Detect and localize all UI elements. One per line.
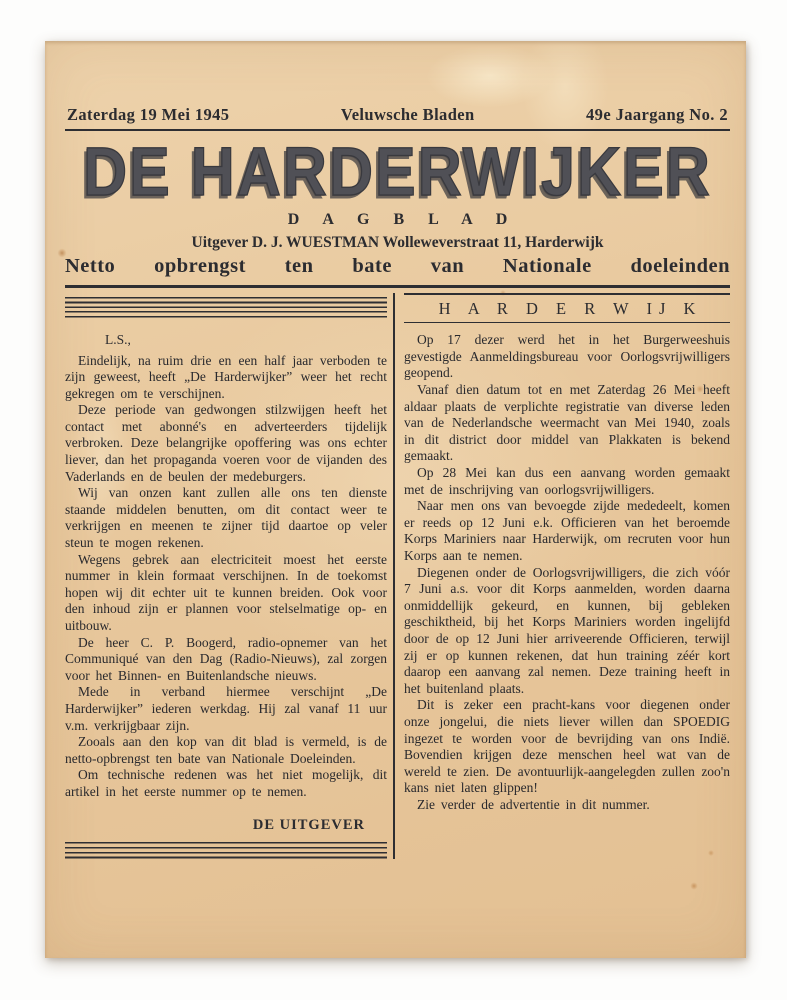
masthead-date: Zaterdag 19 Mei 1945 — [67, 105, 230, 124]
masthead-edition: Veluwsche Bladen — [340, 105, 475, 124]
paragraph: Wij van onzen kant zullen alle ons ten dienste staande middelen benutten, om dit contact weer te verkrijgen en meenen te zijner tijd daartoe op veler steun te mogen rekenen. — [65, 485, 387, 551]
ornamental-rule-bottom — [65, 842, 387, 859]
section-heading: H A R D E R W IJ K — [438, 298, 703, 318]
section-rule-bottom — [404, 322, 730, 324]
paragraph: Op 17 dezer werd het in het Burgerweeshuis gevestigde Aanmeldingsbureau voor Oorlogsvrijwilligers geopend. — [404, 332, 730, 381]
paragraph: Diegenen onder de Oorlogsvrijwilligers, die zich vóór 7 Juni a.s. voor dit Korps aanmelden, worden daarna onmiddellijk gekeurd, en kunnen, bij gebleken geschiktheid, bij het Korps Mariniers worden ingelijfd door de op 12 Juni hier arriveerende Officieren, terwijl zij er op kunnen rekenen, dat hun training zéér kort daarop een aanvang zal nemen. Deze training heeft in het buitenland plaats. — [404, 564, 730, 696]
paragraph: Dit is zeker een pracht-kans voor diegenen onder onze jongelui, die niets liever willen dan SPOEDIG ingezet te worden voor de bevrijding van ons Indië. Bovendien krijgen deze menschen heel wat van de wereld te zien. De avontuurlijk-aangelegden zullen zoo'n kans niet laten glippen! — [404, 697, 730, 796]
salutation: L.S., — [105, 331, 131, 347]
masthead-issue: 49e Jaargang No. 2 — [586, 105, 728, 124]
motto-line: Netto opbrengst ten bate van Nationale doeleinden — [65, 255, 730, 277]
page-content — [45, 41, 746, 859]
paragraph: Om technische redenen was het niet mogelijk, dit artikel in het eerste nummer op te nemen. — [65, 767, 387, 799]
signature: DE UITGEVER — [252, 816, 365, 833]
publisher-line: Uitgever D. J. WUESTMAN Wolleweverstraat 11, Harderwijk — [191, 234, 604, 251]
paragraph: Eindelijk, na ruim drie en een half jaar verboden te zijn geweest, heeft „De Harderwijker” weer het recht gekregen om te verschijnen. — [65, 352, 387, 401]
header-rule — [65, 285, 730, 288]
paragraph: De heer C. P. Boogerd, radio-opnemer van het Communiqué van den Dag (Radio-Nieuws), zal zorgen voor het Binnen- en Buitenlandsche nieuws. — [65, 634, 387, 683]
masthead — [65, 105, 730, 125]
newspaper-subtitle: D A G B L A D — [287, 211, 518, 228]
paragraph: Deze periode van gedwongen stilzwijgen heeft het contact met abonné's en adverteerders tijdelijk verbroken. Deze belangrijke opoffering was ons echter liever, dan het propaganda voeren voor de vijanden des Vaderlands en de beulen der medeburgers. — [65, 402, 387, 484]
paragraph: Zie verder de advertentie in dit nummer. — [417, 796, 650, 812]
paragraph: Zooals aan den kop van dit blad is vermeld, is de netto-opbrengst ten bate van Nationale Doeleinden. — [65, 734, 387, 766]
article-columns — [65, 293, 730, 859]
paragraph: Naar men ons van bevoegde zijde mededeelt, komen er reeds op 12 Juni e.k. Officieren van het beroemde Korps Mariniers naar Harderwijk, om recruten voor hun Korps aan te nemen. — [404, 498, 730, 564]
left-column — [65, 293, 387, 859]
newspaper-title: DE HARDERWIJKER — [83, 133, 712, 210]
right-column — [395, 293, 730, 859]
paragraph: Mede in verband hiermee verschijnt „De Harderwijker” iederen werkdag. Hij zal vanaf 11 uur v.m. verkrijgbaar zijn. — [65, 684, 387, 733]
right-article — [404, 332, 730, 813]
paragraph: Vanaf dien datum tot en met Zaterdag 26 Mei heeft aldaar plaats de verplichte registratie van diverse leden van de Nederlandsche weermacht van Mei 1940, zoals in dit district door middel van Plakkaten is bekend gemaakt. — [404, 382, 730, 464]
paragraph: Op 28 Mei kan dus een aanvang worden gemaakt met de inschrijving van oorlogsvrijwilligers. — [404, 465, 730, 497]
ornamental-rule-top — [65, 297, 387, 318]
paragraph: Wegens gebrek aan electriciteit moest het eerste nummer in klein formaat verschijnen. In de toekomst hopen wij dit echter uit te kunnen breiden. Ook voor den inhoud zijn er plannen voor stelselmatige op- en uitbouw. — [65, 551, 387, 633]
left-article — [65, 353, 387, 801]
masthead-rule — [65, 129, 730, 131]
newspaper-page — [45, 41, 746, 958]
